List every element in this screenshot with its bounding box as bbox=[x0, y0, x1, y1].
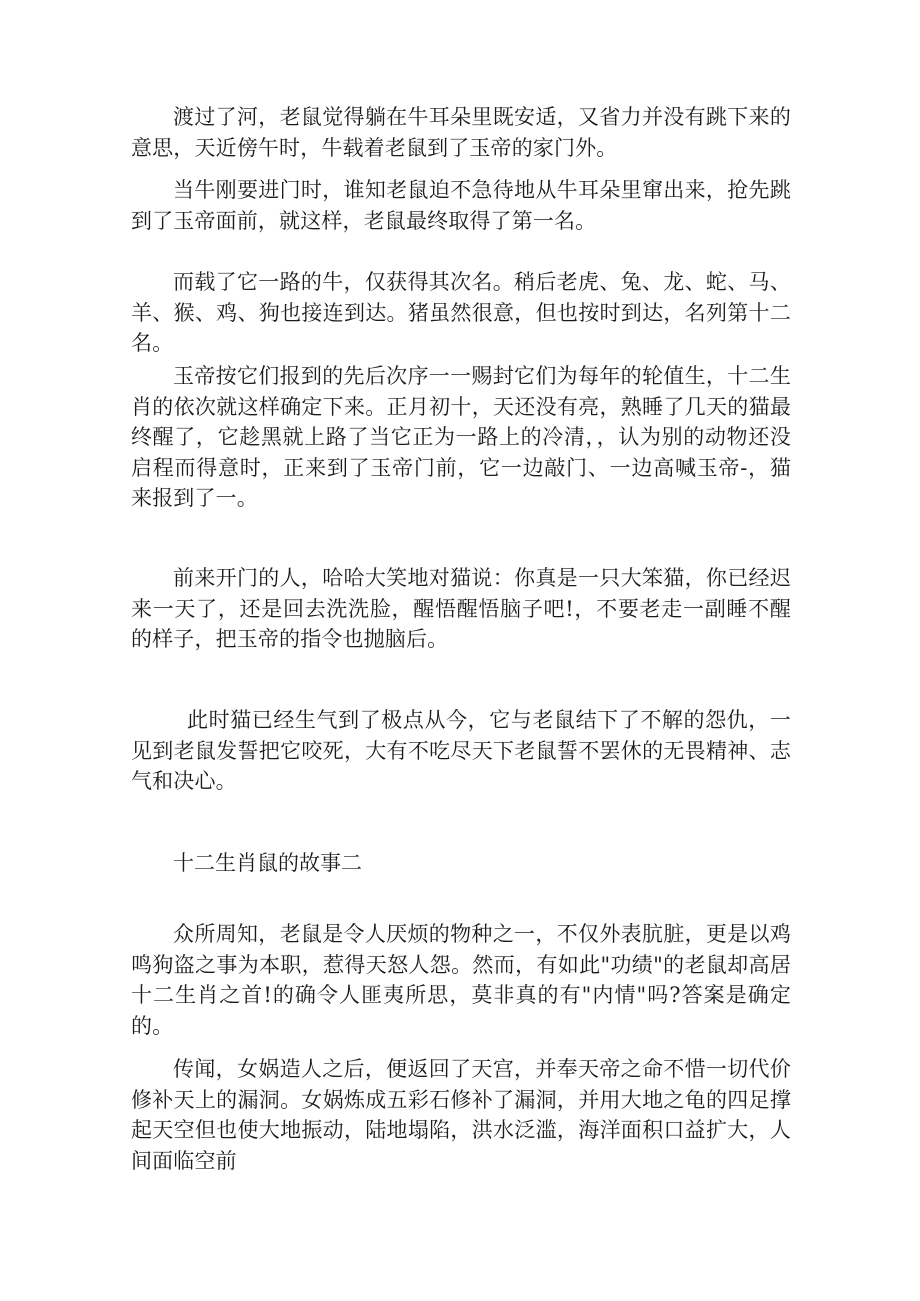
paragraph-5: 前来开门的人，哈哈大笑地对猫说：你真是一只大笨猫，你已经迟来一天了，还是回去洗洗脸，醒悟醒悟脑子吧!，不要老走一副睡不醒的样子，把玉帝的指令也抛脑后。 bbox=[131, 566, 791, 651]
paragraph-7: 众所周知，老鼠是令人厌烦的物种之一，不仅外表肮脏，更是以鸡鸣狗盗之事为本职，惹得天怒人怨。然而，有如此"功绩"的老鼠却高居十二生肖之首!的确令人匪夷所思，莫非真的有"内情"吗?答案是确定的。 bbox=[131, 922, 791, 1038]
paragraph-2: 当牛刚要进门时，谁知老鼠迫不急待地从牛耳朵里窜出来，抢先跳到了玉帝面前，就这样，老鼠最终取得了第一名。 bbox=[131, 178, 791, 233]
section-heading: 十二生肖鼠的故事二 bbox=[173, 851, 362, 875]
paragraph-4: 玉帝按它们报到的先后次序一一赐封它们为每年的轮值生，十二生肖的依次就这样确定下来。正月初十，天还没有亮，熟睡了几天的猫最终醒了，它趁黑就上路了当它正为一路上的冷清，，认为别的动物还没启程而得意时，正来到了玉帝门前，它一边敲门、一边高喊玉帝-，猫来报到了一。 bbox=[131, 364, 791, 510]
paragraph-1: 渡过了河，老鼠觉得躺在牛耳朵里既安适，又省力并没有跳下来的意思，天近傍午时，牛载着老鼠到了玉帝的家门外。 bbox=[131, 105, 791, 160]
paragraph-3: 而载了它一路的牛，仅获得其次名。稍后老虎、兔、龙、蛇、马、羊、猴、鸡、狗也接连到达。猪虽然很意，但也按时到达，名列第十二名。 bbox=[131, 270, 791, 355]
paragraph-6: 此时猫已经生气到了极点从今，它与老鼠结下了不解的怨仇，一见到老鼠发誓把它咬死，大有不吃尽天下老鼠誓不罢休的无畏精神、志气和决心。 bbox=[131, 708, 791, 793]
paragraph-8: 传闻，女娲造人之后，便返回了天宫，并奉天帝之命不惜一切代价修补天上的漏洞。女娲炼成五彩石修补了漏洞，并用大地之龟的四足撑起天空但也使大地振动，陆地塌陷，洪水泛滥，海洋面积口益扩大，人间面临空前 bbox=[131, 1057, 791, 1173]
